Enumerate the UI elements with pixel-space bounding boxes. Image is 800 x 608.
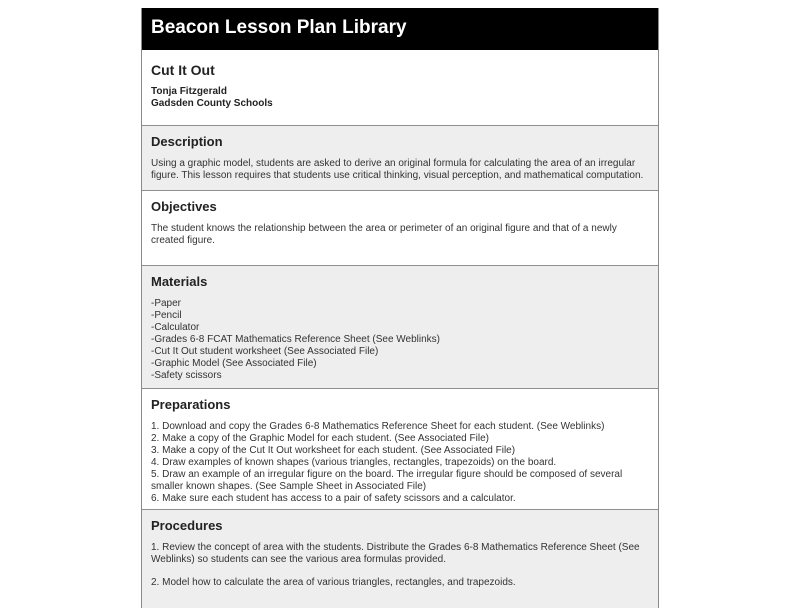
procedures-section [142,510,658,608]
lesson-title: Cut It Out [151,62,215,78]
author-name: Tonja Fitzgerald [151,86,227,97]
materials-item: -Grades 6-8 FCAT Mathematics Reference Sheet (See Weblinks) [151,334,441,345]
materials-item: -Safety scissors [151,370,222,381]
preparations-item: 6. Make sure each student has access to a pair of safety scissors and a calculator. [151,493,516,504]
materials-heading: Materials [151,274,208,289]
materials-item: -Calculator [151,322,200,333]
site-title: Beacon Lesson Plan Library [151,17,407,38]
procedures-item: 2. Model how to calculate the area of various triangles, rectangles, and trapezoids. [151,577,516,588]
author-organization: Gadsden County Schools [151,98,273,109]
objectives-heading: Objectives [151,199,217,214]
preparations-item: 1. Download and copy the Grades 6-8 Mathematics Reference Sheet for each student. (See Weblinks) [151,421,605,432]
preparations-item: 5. Draw an example of an irregular figure on the board. The irregular figure should be composed of several smaller known shapes. (See Sample Sheet in Associated File) [151,469,623,492]
procedures-heading: Procedures [151,518,223,533]
lesson-page [141,8,659,608]
materials-item: -Graphic Model (See Associated File) [151,358,317,369]
preparations-item: 2. Make a copy of the Graphic Model for each student. (See Associated File) [151,433,489,444]
description-heading: Description [151,134,223,149]
objectives-section [142,191,658,266]
preparations-heading: Preparations [151,397,231,412]
preparations-item: 3. Make a copy of the Cut It Out worksheet for each student. (See Associated File) [151,445,516,456]
procedures-item: 1. Review the concept of area with the students. Distribute the Grades 6-8 Mathematics Reference Sheet (See Weblinks) so students can see the various area formulas provided. [151,542,640,565]
site-banner [142,8,658,50]
materials-item: -Cut It Out student worksheet (See Associated File) [151,346,379,357]
description-text: Using a graphic model, students are asked to derive an original formula for calculating the area of an irregular figure. This lesson requires that students use critical thinking, visual perception, and mathematical computation. [151,158,644,181]
lesson-header [142,50,658,126]
materials-item: -Pencil [151,310,182,321]
description-section [142,126,658,191]
preparations-section [142,389,658,510]
materials-item: -Paper [151,298,182,309]
preparations-item: 4. Draw examples of known shapes (various triangles, rectangles, trapezoids) on the board. [151,457,557,468]
materials-section [142,266,658,389]
objectives-text: The student knows the relationship between the area or perimeter of an original figure and that of a newly created figure. [151,223,617,246]
